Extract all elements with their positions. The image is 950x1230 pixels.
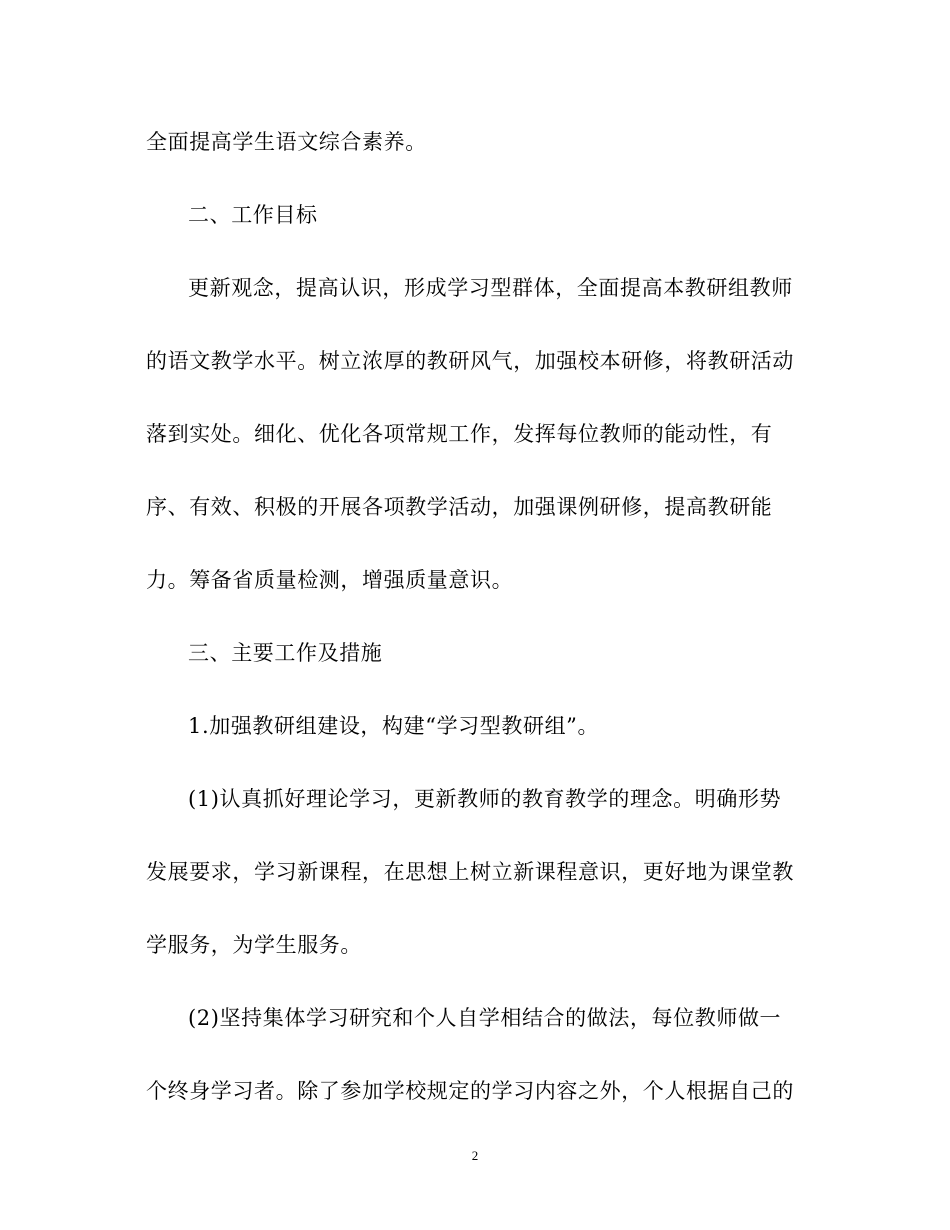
body-text-line: 落到实处。细化、优化各项常规工作，发挥每位教师的能动性，有 xyxy=(146,422,773,446)
numbered-item-heading: 1.加强教研组建设，构建“学习型教研组”。 xyxy=(188,714,600,738)
body-text-line: 学服务，为学生服务。 xyxy=(146,933,362,957)
body-text-line: (2)坚持集体学习研究和个人自学相结合的做法，每位教师做一 xyxy=(188,1006,782,1030)
body-text-line: 序、有效、积极的开展各项教学活动，加强课例研修，提高教研能 xyxy=(146,495,773,519)
section-heading-goals: 二、工作目标 xyxy=(188,203,318,227)
page-number: 2 xyxy=(471,1148,479,1163)
section-heading-measures: 三、主要工作及措施 xyxy=(188,641,383,665)
body-text-line: (1)认真抓好理论学习，更新教师的教育教学的理念。明确形势 xyxy=(188,787,782,811)
body-text-line: 更新观念，提高认识，形成学习型群体，全面提高本教研组教师 xyxy=(188,276,793,300)
body-text-line: 发展要求，学习新课程，在思想上树立新课程意识，更好地为课堂教 xyxy=(146,860,794,884)
body-text-line: 全面提高学生语文综合素养。 xyxy=(146,130,427,154)
body-text-line: 个终身学习者。除了参加学校规定的学习内容之外，个人根据自己的 xyxy=(146,1079,794,1103)
body-text-line: 的语文教学水平。树立浓厚的教研风气，加强校本研修，将教研活动 xyxy=(146,349,794,373)
body-text-line: 力。筹备省质量检测，增强质量意识。 xyxy=(146,568,514,592)
